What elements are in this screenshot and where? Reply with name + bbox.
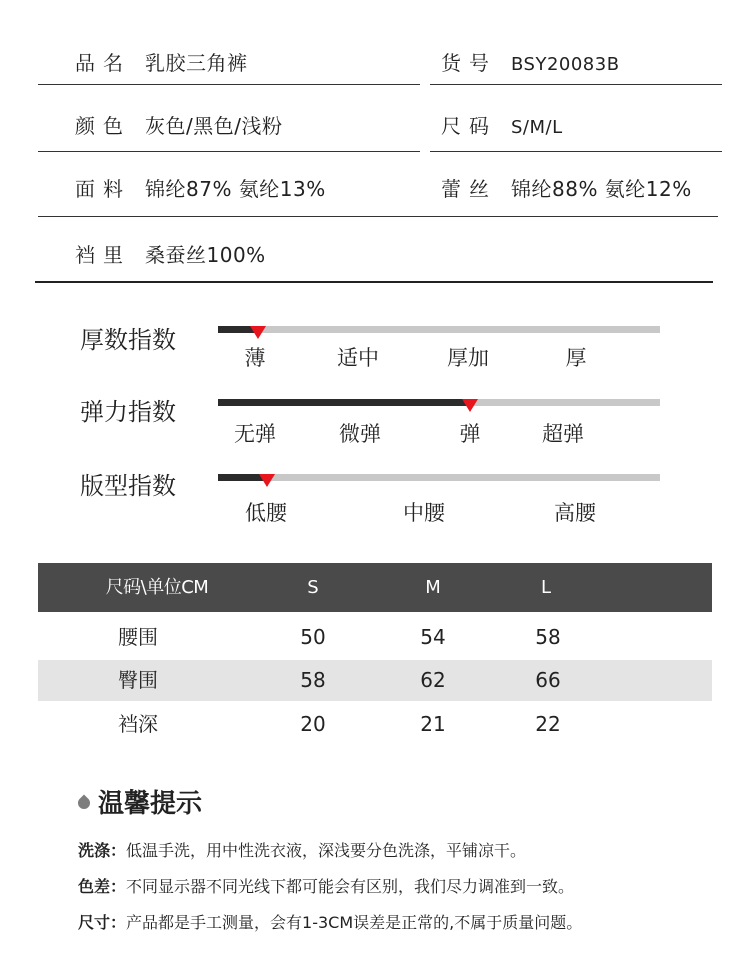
header-cell: S <box>307 577 319 598</box>
divider <box>38 84 420 85</box>
level-label: 厚加 <box>447 346 489 370</box>
info-color <box>75 110 282 139</box>
info-key: 货号 <box>441 51 497 75</box>
info-value: 锦纶88% 氨纶12% <box>511 177 692 201</box>
info-key: 品名 <box>75 51 131 75</box>
tips-title: 温馨提示 <box>98 789 203 819</box>
info-sku <box>441 47 620 76</box>
divider <box>38 151 420 152</box>
section-divider <box>35 281 713 283</box>
cell: 58 <box>300 668 326 692</box>
divider <box>38 216 718 217</box>
level-label: 高腰 <box>554 501 596 525</box>
cell: 22 <box>535 712 561 736</box>
level-label: 无弹 <box>234 422 276 446</box>
row-label: 裆深 <box>118 712 158 736</box>
tip-label: 色差： <box>78 877 127 896</box>
level-label: 微弹 <box>339 422 381 446</box>
info-key: 蕾丝 <box>441 177 497 201</box>
elasticity-index-title: 弹力指数 <box>80 398 176 426</box>
level-label: 薄 <box>244 346 266 370</box>
drop-icon <box>76 794 93 811</box>
divider <box>430 84 722 85</box>
info-lace <box>441 173 692 202</box>
level-label: 厚 <box>565 346 587 370</box>
tip-color-difference <box>78 874 574 897</box>
marker-icon <box>259 474 275 487</box>
tip-label: 洗涤： <box>78 841 127 860</box>
bar-fill <box>218 399 470 406</box>
cell: 21 <box>420 712 446 736</box>
header-cell: L <box>540 577 552 598</box>
marker-icon <box>250 326 266 339</box>
elasticity-index-bar <box>218 399 660 406</box>
row-label: 腰围 <box>118 625 158 649</box>
info-fabric <box>75 173 326 202</box>
cell: 54 <box>420 625 446 649</box>
divider <box>430 151 722 152</box>
info-crotch <box>75 239 266 268</box>
header-cell: M <box>425 577 441 598</box>
tip-text: 不同显示器不同光线下都可能会有区别，我们尽力调准到一致。 <box>126 877 575 896</box>
tip-text: 产品都是手工测量，会有1-3CM误差是正常的,不属于质量问题。 <box>126 913 583 932</box>
cell: 20 <box>300 712 326 736</box>
info-value: S/M/L <box>511 117 563 138</box>
info-value: 桑蚕丝100% <box>145 243 266 267</box>
cell: 62 <box>420 668 446 692</box>
info-key: 尺码 <box>441 114 497 138</box>
marker-icon <box>462 399 478 412</box>
tip-label: 尺寸： <box>78 913 127 932</box>
info-value: 乳胶三角裤 <box>145 51 248 75</box>
info-key: 裆里 <box>75 243 131 267</box>
thickness-index-title: 厚数指数 <box>80 326 176 354</box>
info-size <box>441 110 563 139</box>
fit-index-title: 版型指数 <box>80 472 176 500</box>
table-row <box>38 704 712 745</box>
table-row <box>38 660 712 701</box>
info-value: 灰色/黑色/浅粉 <box>145 114 283 138</box>
row-label: 臀围 <box>118 668 158 692</box>
thickness-index-bar <box>218 326 660 333</box>
tips-heading <box>78 783 202 820</box>
level-label: 低腰 <box>245 501 287 525</box>
level-label: 弹 <box>459 422 481 446</box>
info-key: 面料 <box>75 177 131 201</box>
table-header <box>38 563 712 612</box>
header-cell: 尺码\单位CM <box>105 577 209 598</box>
tip-size <box>78 910 582 933</box>
tip-washing <box>78 838 526 861</box>
level-label: 超弹 <box>542 422 584 446</box>
info-value: 锦纶87% 氨纶13% <box>145 177 326 201</box>
info-name <box>75 47 248 76</box>
level-label: 适中 <box>337 346 379 370</box>
info-value: BSY20083B <box>511 54 620 75</box>
info-key: 颜色 <box>75 114 131 138</box>
tip-text: 低温手洗，用中性洗衣液，深浅要分色洗涤，平铺凉干。 <box>126 841 527 860</box>
table-row <box>38 617 712 658</box>
cell: 50 <box>300 625 326 649</box>
level-label: 中腰 <box>403 501 445 525</box>
fit-index-bar <box>218 474 660 481</box>
cell: 58 <box>535 625 561 649</box>
cell: 66 <box>535 668 561 692</box>
